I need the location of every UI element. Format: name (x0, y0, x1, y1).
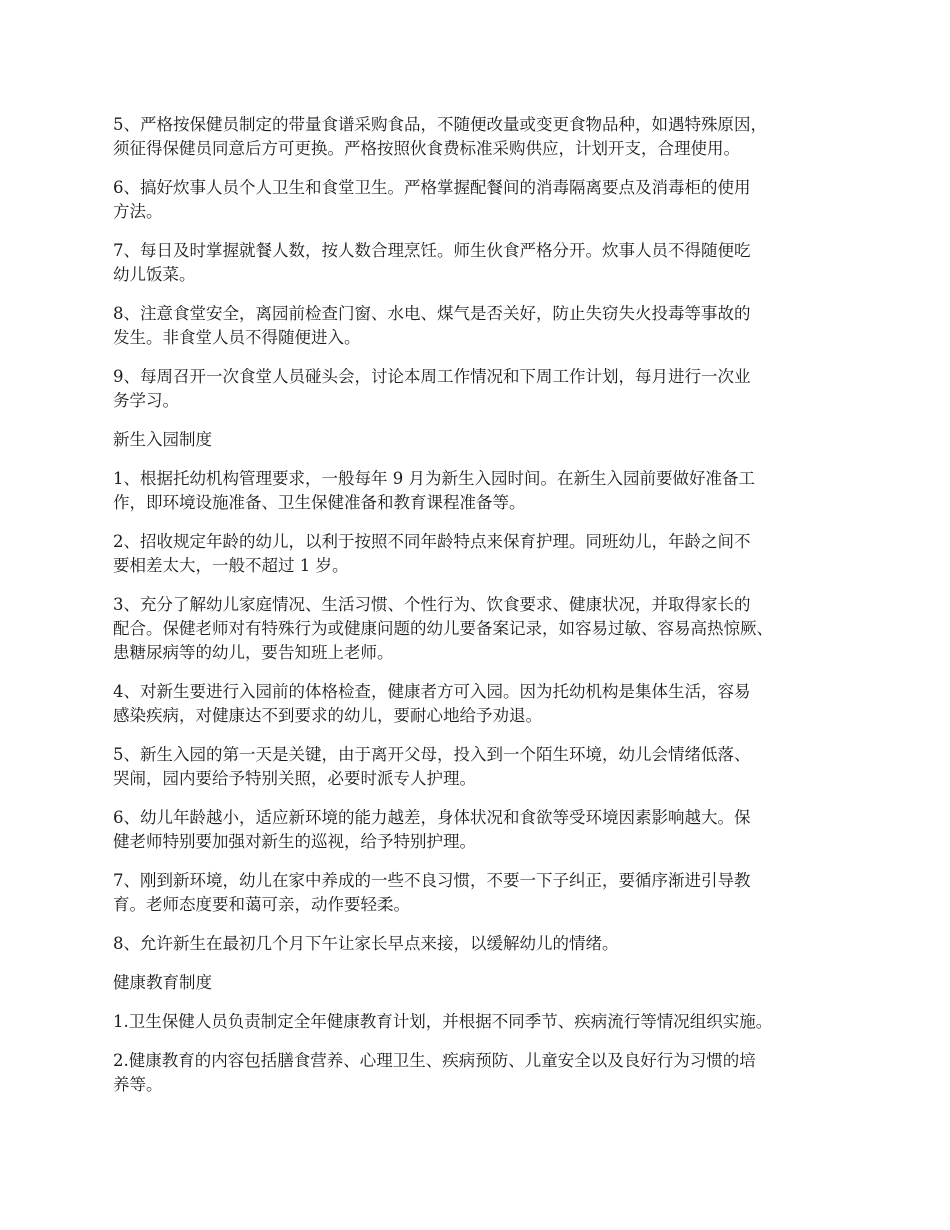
paragraph (113, 680, 853, 728)
paragraph (113, 932, 853, 956)
paragraph (113, 302, 853, 350)
paragraph-line: 8、允许新生在最初几个月下午让家长早点来接，以缓解幼儿的情绪。 (113, 934, 619, 953)
paragraph-line: 5、新生入园的第一天是关键，由于离开父母，投入到一个陌生环境，幼儿会情绪低落、 (113, 745, 751, 764)
paragraph-line: 9、每周召开一次食堂人员碰头会，讨论本周工作情况和下周工作计划，每月进行一次业 (113, 367, 751, 386)
paragraph-line: 5、严格按保健员制定的带量食谱采购食品，不随便改量或变更食物品种，如遇特殊原因， (113, 115, 767, 134)
paragraph (113, 365, 853, 413)
paragraph-line: 幼儿饭菜。 (113, 265, 196, 284)
paragraph-line: 要相差太大，一般不超过 1 岁。 (113, 556, 349, 575)
paragraph-line: 7、刚到新环境，幼儿在家中养成的一些不良习惯，不要一下子纠正，要循序渐进引导教 (113, 871, 751, 890)
paragraph-line: 方法。 (113, 202, 163, 221)
paragraph-line: 发生。非食堂人员不得随便进入。 (113, 328, 361, 347)
paragraph-line: 配合。保健老师对有特殊行为或健康问题的幼儿要备案记录，如容易过敏、容易高热惊厥、 (113, 619, 773, 638)
paragraph (113, 176, 853, 224)
paragraph-line: 1.卫生保健人员负责制定全年健康教育计划，并根据不同季节、疾病流行等情况组织实施。 (113, 1012, 773, 1031)
paragraph (113, 593, 853, 665)
paragraph (113, 530, 853, 578)
paragraph-line: 新生入园制度 (113, 430, 212, 449)
paragraph-line: 务学习。 (113, 391, 179, 410)
paragraph-line: 6、搞好炊事人员个人卫生和食堂卫生。严格掌握配餐间的消毒隔离要点及消毒柜的使用 (113, 178, 751, 197)
paragraph-line: 2.健康教育的内容包括膳食营养、心理卫生、疾病预防、儿童安全以及良好行为习惯的培 (113, 1051, 756, 1070)
document-body (113, 113, 853, 1112)
paragraph (113, 467, 853, 515)
paragraph (113, 428, 853, 452)
paragraph-line: 养等。 (113, 1075, 163, 1094)
paragraph-line: 作，即环境设施准备、卫生保健准备和教育课程准备等。 (113, 493, 526, 512)
paragraph-line: 须征得保健员同意后方可更换。严格按照伙食费标准采购供应，计划开支，合理使用。 (113, 139, 740, 158)
paragraph-line: 育。老师态度要和蔼可亲，动作要轻柔。 (113, 895, 410, 914)
paragraph-line: 1、根据托幼机构管理要求，一般每年 9 月为新生入园时间。在新生入园前要做好准备工 (113, 469, 755, 488)
paragraph-line: 哭闹，园内要给予特别关照，必要时派专人护理。 (113, 769, 476, 788)
paragraph (113, 971, 853, 995)
paragraph (113, 239, 853, 287)
paragraph (113, 806, 853, 854)
paragraph-line: 6、幼儿年龄越小，适应新环境的能力越差，身体状况和食欲等受环境因素影响越大。保 (113, 808, 751, 827)
paragraph-line: 8、注意食堂安全，离园前检查门窗、水电、煤气是否关好，防止失窃失火投毒等事故的 (113, 304, 751, 323)
paragraph-line: 患糖尿病等的幼儿，要告知班上老师。 (113, 643, 394, 662)
paragraph-line: 7、每日及时掌握就餐人数，按人数合理烹饪。师生伙食严格分开。炊事人员不得随便吃 (113, 241, 751, 260)
paragraph (113, 743, 853, 791)
paragraph-line: 健康教育制度 (113, 973, 212, 992)
paragraph-line: 感染疾病，对健康达不到要求的幼儿，要耐心地给予劝退。 (113, 706, 542, 725)
paragraph (113, 113, 853, 161)
paragraph-line: 4、对新生要进行入园前的体格检查，健康者方可入园。因为托幼机构是集体生活，容易 (113, 682, 751, 701)
paragraph-line: 2、招收规定年龄的幼儿，以利于按照不同年龄特点来保育护理。同班幼儿，年龄之间不 (113, 532, 751, 551)
paragraph (113, 869, 853, 917)
paragraph-line: 3、充分了解幼儿家庭情况、生活习惯、个性行为、饮食要求、健康状况，并取得家长的 (113, 595, 751, 614)
paragraph-line: 健老师特别要加强对新生的巡视，给予特别护理。 (113, 832, 476, 851)
paragraph (113, 1010, 853, 1034)
paragraph (113, 1049, 853, 1097)
